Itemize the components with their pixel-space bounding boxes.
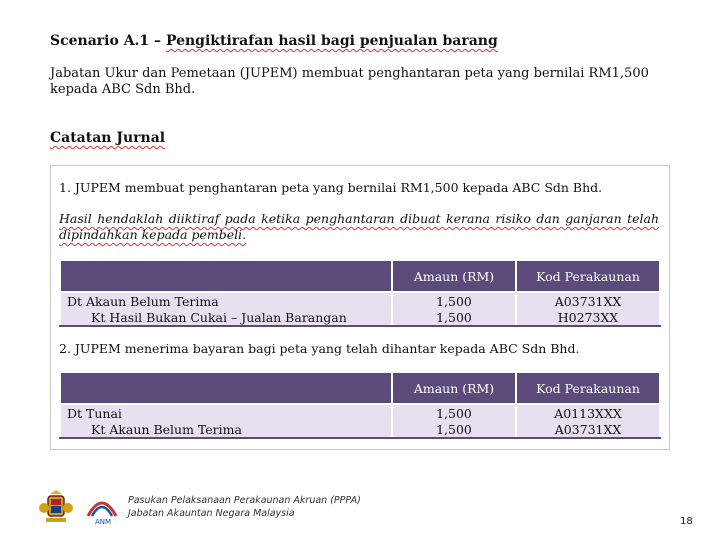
anm-logo-icon bbox=[82, 490, 122, 526]
intro-paragraph: Jabatan Ukur dan Pemetaan (JUPEM) membuat penghantaran peta yang bernilai RM1,500 kepada ABC Sdn Bhd. bbox=[50, 66, 649, 97]
journal-title: Catatan Jurnal bbox=[50, 130, 166, 146]
footer-line-1: Pasukan Pelaksanaan Perakaunan Akruan (PPPA) bbox=[128, 495, 361, 506]
table-row-code: A03731XX bbox=[516, 421, 660, 438]
table-row-desc: Dt Akaun Belum Terima bbox=[60, 292, 392, 309]
journal-box bbox=[50, 165, 670, 450]
table-row-desc: Kt Akaun Belum Terima bbox=[60, 421, 392, 438]
header-amount: Amaun (RM) bbox=[392, 372, 516, 404]
journal-table-2 bbox=[59, 371, 661, 439]
revenue-note: Hasil hendaklah diiktiraf pada ketika penghantaran dibuat kerana risiko dan ganjaran telah dipindahkan kepada pembeli. bbox=[59, 211, 659, 242]
table-row-amount: 1,500 bbox=[392, 404, 516, 421]
malaysia-crest-icon bbox=[38, 490, 74, 526]
header-code: Kod Perakaunan bbox=[516, 372, 660, 404]
scenario-heading bbox=[50, 33, 498, 49]
header-blank bbox=[60, 260, 392, 292]
page-number: 18 bbox=[680, 516, 693, 527]
footer bbox=[128, 494, 361, 520]
scenario-title: Pengiktirafan hasil bagi penjualan barang bbox=[165, 33, 498, 49]
footer-line-2: Jabatan Akauntan Negara Malaysia bbox=[128, 508, 295, 519]
table-row-code: H0273XX bbox=[516, 309, 660, 326]
statement-1: 1. JUPEM membuat penghantaran peta yang bernilai RM1,500 kepada ABC Sdn Bhd. bbox=[59, 180, 603, 195]
header-amount: Amaun (RM) bbox=[392, 260, 516, 292]
statement-2: 2. JUPEM menerima bayaran bagi peta yang telah dihantar kepada ABC Sdn Bhd. bbox=[59, 341, 580, 356]
table-row-amount: 1,500 bbox=[392, 292, 516, 309]
table-row-code: A0113XXX bbox=[516, 404, 660, 421]
table-row-amount: 1,500 bbox=[392, 421, 516, 438]
anm-logo-text: ANM bbox=[95, 518, 112, 526]
header-code: Kod Perakaunan bbox=[516, 260, 660, 292]
journal-table-1 bbox=[59, 259, 661, 327]
header-blank bbox=[60, 372, 392, 404]
scenario-prefix: Scenario A.1 – bbox=[50, 33, 166, 49]
table-row-amount: 1,500 bbox=[392, 309, 516, 326]
table-row-desc: Dt Tunai bbox=[60, 404, 392, 421]
table-row-desc: Kt Hasil Bukan Cukai – Jualan Barangan bbox=[60, 309, 392, 326]
table-row-code: A03731XX bbox=[516, 292, 660, 309]
